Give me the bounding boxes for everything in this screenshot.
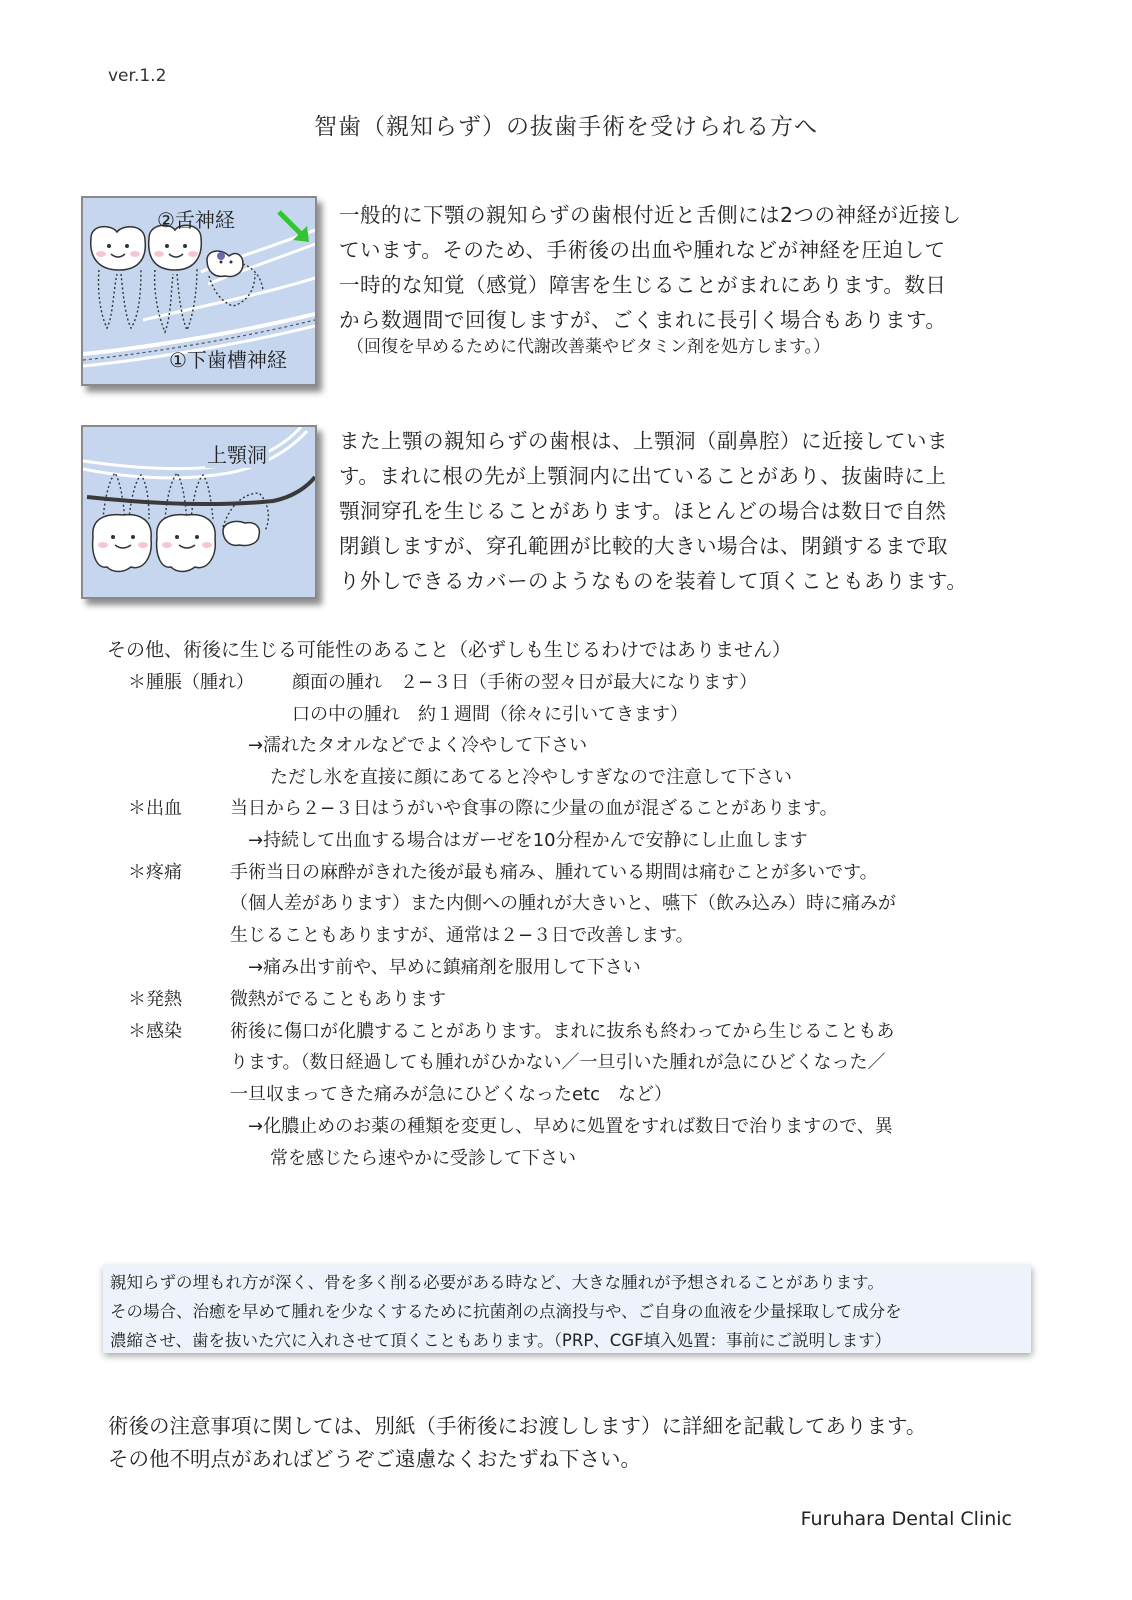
info-box-line: 濃縮させ、歯を抜いた穴に入れさせて頂くこともあります。（PRP、CGF填入処置：事前にご説明します） [110, 1331, 892, 1350]
infection-line: 常を感じたら速やかに受診して下さい [270, 1148, 576, 1169]
maxillary-sinus-label: 上顎洞 [205, 439, 269, 468]
pain-line: （個人差があります）また内側への腫れが大きいと、嚥下（飲み込み）時に痛みが [230, 893, 896, 914]
swelling-line: →濡れたタオルなどでよく冷やして下さい [248, 735, 588, 756]
infection-line: →化膿止めのお薬の種類を変更し、早めに処置をすれば数日で治りますので、異 [248, 1116, 893, 1137]
info-box [103, 1265, 1031, 1353]
text-line: 一時的な知覚（感覚）障害を生じることがまれにあります。数日 [339, 273, 947, 297]
text-line: り外しできるカバーのようなものを装着して頂くこともあります。 [339, 569, 968, 593]
infection-label: ＊感染 [128, 1021, 182, 1042]
closing-line: その他不明点があればどうぞご遠慮なくおたずね下さい。 [108, 1447, 641, 1471]
swelling-line: ただし氷を直接に顔にあてると冷やしすぎなので注意して下さい [270, 767, 792, 788]
pain-line: 生じることもありますが、通常は２−３日で改善します。 [230, 925, 694, 946]
bleeding-line: 当日から２−３日はうがいや食事の際に少量の血が混ざることがあります。 [230, 798, 838, 819]
swelling-line: 口の中の腫れ 約１週間（徐々に引いてきます） [292, 704, 688, 725]
upper-jaw-text [339, 424, 967, 599]
swelling-label: ＊腫脹（腫れ） [128, 672, 254, 693]
text-line: ています。そのため、手術後の出血や腫れなどが神経を圧迫して [339, 238, 946, 262]
text-line: 閉鎖しますが、穿孔範囲が比較的大きい場合は、閉鎖するまで取 [339, 534, 948, 558]
bleeding-label: ＊出血 [128, 798, 182, 819]
text-line: す。まれに根の先が上顎洞内に出ていることがあり、抜歯時に上 [339, 464, 947, 488]
text-line: また上顎の親知らずの歯根は、上顎洞（副鼻腔）に近接していま [339, 429, 948, 453]
text-line: 顎洞穿孔を生じることがあります。ほとんどの場合は数日で自然 [339, 499, 947, 523]
version-label: ver.1.2 [108, 66, 167, 86]
inferior-alveolar-nerve-label: ①下歯槽神経 [169, 348, 287, 372]
pain-label: ＊疼痛 [128, 862, 182, 883]
text-line: から数週間で回復しますが、ごくまれに長引く場合もあります。 [339, 308, 947, 332]
info-box-line: 親知らずの埋もれ方が深く、骨を多く削る必要がある時など、大きな腫れが予想されることがあります。 [110, 1273, 884, 1292]
infection-line: 一旦収まってきた痛みが急にひどくなったetc など） [230, 1084, 673, 1105]
pain-line: →痛み出す前や、早めに鎮痛剤を服用して下さい [248, 957, 641, 978]
upper-jaw-illustration [81, 425, 317, 599]
lower-jaw-text [339, 198, 962, 338]
closing-line: 術後の注意事項に関しては、別紙（手術後にお渡しします）に詳細を記載してあります。 [108, 1414, 927, 1438]
lower-jaw-illustration [81, 196, 317, 386]
upper-jaw-drawing [83, 427, 315, 597]
others-heading: その他、術後に生じる可能性のあること（必ずしも生じるわけではありません） [107, 639, 792, 661]
fever-label: ＊発熱 [128, 989, 182, 1010]
lingual-nerve-label: ②舌神経 [157, 208, 235, 232]
infection-line: ります。（数日経過しても腫れがひかない／一旦引いた腫れが急にひどくなった／ [230, 1052, 886, 1073]
fever-line: 微熱がでることもあります [230, 989, 446, 1010]
lower-jaw-note: （回復を早めるために代謝改善薬やビタミン剤を処方します。） [347, 337, 831, 357]
pain-line: 手術当日の麻酔がきれた後が最も痛み、腫れている期間は痛むことが多いです。 [230, 862, 878, 883]
info-box-line: その場合、治癒を早めて腫れを少なくするために抗菌剤の点滴投与や、ご自身の血液を少量採取して成分を [110, 1302, 902, 1321]
page-title: 智歯（親知らず）の抜歯手術を受けられる方へ [314, 114, 818, 140]
bleeding-line: →持続して出血する場合はガーゼを10分程かんで安静にし止血します [248, 830, 808, 851]
clinic-name: Furuhara Dental Clinic [800, 1508, 1012, 1530]
swelling-line: 顔面の腫れ ２−３日（手術の翌々日が最大になります） [292, 672, 758, 693]
infection-line: 術後に傷口が化膿することがあります。まれに抜糸も終わってから生じることもあ [230, 1021, 895, 1042]
text-line: 一般的に下顎の親知らずの歯根付近と舌側には2つの神経が近接し [339, 203, 962, 227]
